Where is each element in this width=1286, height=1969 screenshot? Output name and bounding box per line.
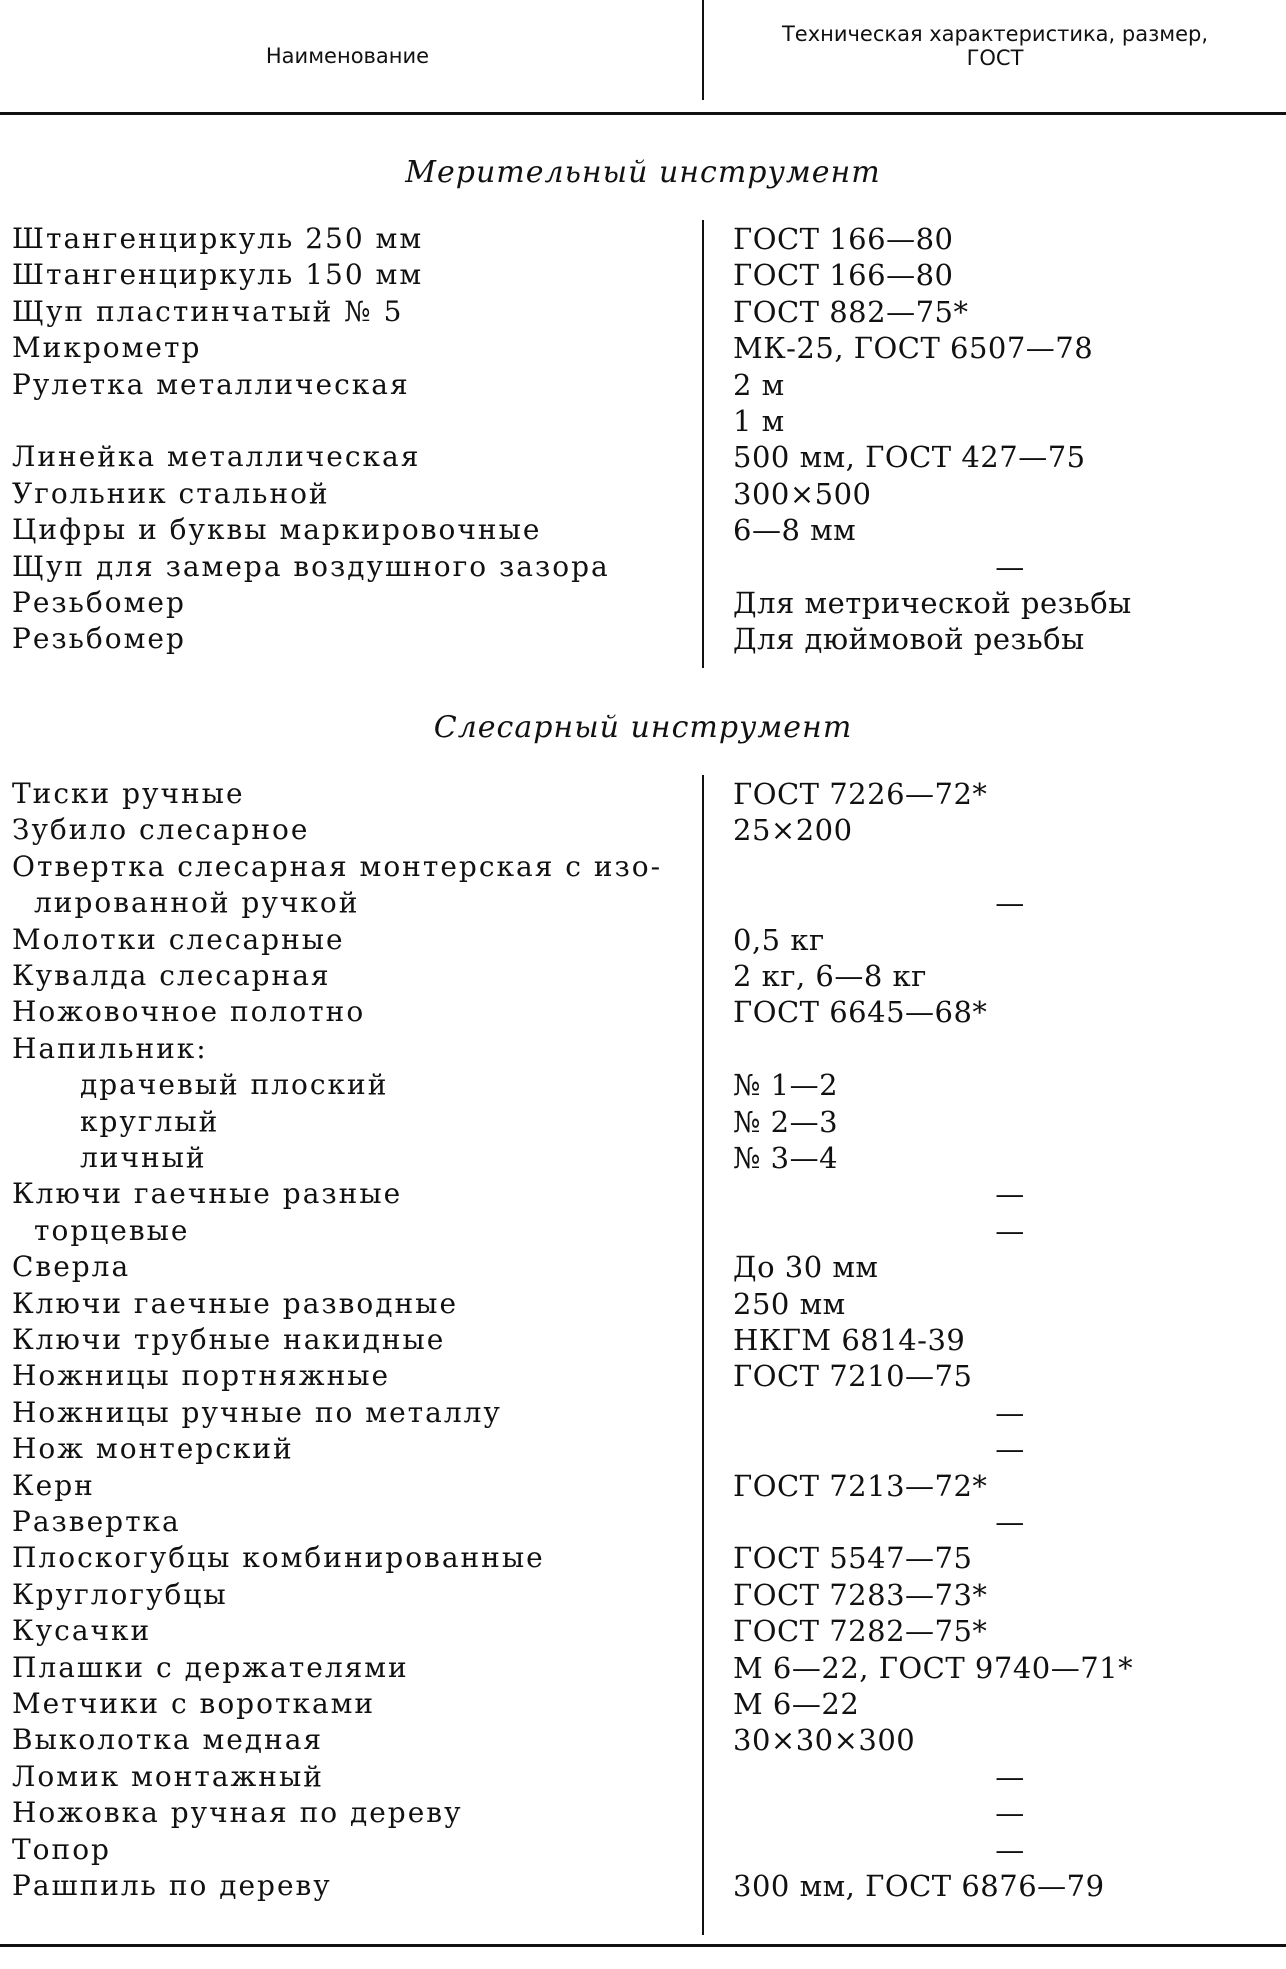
item-spec: ГОСТ 7282—75*: [733, 1614, 988, 1649]
item-name: Рашпиль по дереву: [12, 1869, 332, 1902]
item-spec: 1 м: [733, 404, 785, 438]
item-spec: ГОСТ 7283—73*: [733, 1577, 988, 1612]
table-row: [0, 585, 1286, 621]
table-row: [0, 812, 1286, 848]
item-spec: —: [995, 1759, 1025, 1794]
table-row: [0, 1613, 1286, 1649]
item-spec: № 3—4: [733, 1141, 839, 1175]
item-spec: Для дюймовой резьбы: [733, 622, 1085, 657]
item-spec: ГОСТ 7210—75: [733, 1359, 973, 1394]
table-row: [0, 257, 1286, 293]
table-row: [0, 439, 1286, 475]
item-name: личный: [80, 1141, 207, 1174]
item-spec: —: [995, 1505, 1025, 1539]
item-name: Ножовка ручная по дереву: [12, 1796, 463, 1830]
table-row: [0, 1358, 1286, 1394]
table-row: [0, 1868, 1286, 1904]
item-name: Резьбомер: [12, 586, 186, 619]
item-name: Выколотка медная: [12, 1723, 324, 1757]
item-name: Топор: [12, 1832, 111, 1866]
item-spec: ГОСТ 7226—72*: [733, 777, 988, 811]
item-spec: 250 мм: [733, 1286, 846, 1321]
item-name: Нож монтерский: [12, 1432, 294, 1466]
table-row: [0, 994, 1286, 1030]
table-row: [0, 1650, 1286, 1686]
item-spec: До 30 мм: [733, 1250, 879, 1285]
item-name: Угольник стальной: [12, 476, 330, 510]
item-name: Линейка металлическая: [12, 440, 421, 474]
column-header-spec: [710, 22, 1280, 70]
item-spec: 2 кг, 6—8 кг: [733, 959, 927, 993]
item-name: Керн: [12, 1468, 95, 1502]
item-name: Резьбомер: [12, 622, 186, 656]
item-spec: ГОСТ 882—75*: [733, 294, 969, 329]
item-name: Кувалда слесарная: [12, 959, 331, 992]
item-spec: 300×500: [733, 476, 872, 511]
item-name: торцевые: [34, 1213, 190, 1247]
header-divider: [702, 0, 704, 100]
item-spec: № 2—3: [733, 1104, 839, 1139]
table-row: [0, 1759, 1286, 1795]
item-name: Круглогубцы: [12, 1577, 228, 1611]
table-row: [0, 1067, 1286, 1103]
table-row: [0, 1286, 1286, 1322]
table-row: [0, 221, 1286, 257]
item-name: Ключи гаечные разводные: [12, 1286, 459, 1320]
item-name: Цифры и буквы маркировочные: [12, 513, 542, 547]
item-name: круглый: [80, 1104, 220, 1138]
table-row: [0, 403, 1286, 439]
item-spec: 6—8 мм: [733, 513, 857, 548]
item-spec: ГОСТ 166—80: [733, 258, 954, 293]
table-row: [0, 367, 1286, 403]
table-row: [0, 1431, 1286, 1467]
item-name: Рулетка металлическая: [12, 367, 410, 401]
table-row: [0, 885, 1286, 921]
item-name: Ножовочное полотно: [12, 995, 366, 1029]
item-name: Сверла: [12, 1250, 131, 1284]
table-row: [0, 1722, 1286, 1758]
table-row: [0, 1213, 1286, 1249]
item-spec: —: [995, 886, 1025, 921]
table-row: [0, 922, 1286, 958]
table-row: [0, 1104, 1286, 1140]
item-spec: № 1—2: [733, 1068, 839, 1103]
item-name: Ключи трубные накидные: [12, 1323, 446, 1356]
item-name: драчевый плоский: [80, 1068, 389, 1102]
table-row: [0, 512, 1286, 548]
item-name: Развертка: [12, 1505, 181, 1538]
item-spec: ГОСТ 6645—68*: [733, 995, 988, 1030]
header-rule: [0, 112, 1286, 115]
item-name: Щуп пластинчатый № 5: [12, 294, 404, 328]
item-spec: 30×30×300: [733, 1723, 916, 1758]
item-spec: МК-25, ГОСТ 6507—78: [733, 331, 1094, 366]
item-spec: —: [995, 1213, 1025, 1248]
item-name: Ножницы портняжные: [12, 1359, 391, 1393]
section-title-fitter: Слесарный инструмент: [433, 710, 853, 745]
item-name: Штангенциркуль 250 мм: [12, 222, 424, 255]
column-header-name: Наименование: [265, 44, 430, 68]
item-spec: —: [995, 1832, 1025, 1867]
table-row: [0, 776, 1286, 812]
table-row: [0, 1795, 1286, 1831]
item-spec: 500 мм, ГОСТ 427—75: [733, 440, 1086, 475]
item-spec: —: [995, 1796, 1025, 1831]
item-spec: М 6—22, ГОСТ 9740—71*: [733, 1650, 1134, 1685]
table-row: [0, 1686, 1286, 1722]
item-spec: —: [995, 1395, 1025, 1430]
table-row: [0, 621, 1286, 657]
item-name: Микрометр: [12, 331, 202, 365]
item-spec: М 6—22: [733, 1687, 860, 1721]
table-row: [0, 549, 1286, 585]
item-name: Плоскогубцы комбинированные: [12, 1541, 545, 1575]
item-name: Плашки с держателями: [12, 1650, 409, 1684]
column-header-spec-line2: ГОСТ: [966, 46, 1024, 70]
item-spec: —: [995, 1177, 1025, 1212]
table-row: [0, 1031, 1286, 1067]
item-spec: Для метрической резьбы: [733, 586, 1132, 620]
item-spec: —: [995, 1432, 1025, 1467]
item-name: Напильник:: [12, 1031, 208, 1065]
column-header-spec-line1: Техническая характеристика, размер,: [781, 22, 1209, 46]
table-row: [0, 1140, 1286, 1176]
table-row: [0, 1322, 1286, 1358]
item-spec: ГОСТ 7213—72*: [733, 1468, 988, 1503]
item-name: Ломик монтажный: [12, 1759, 324, 1793]
item-name: Тиски ручные: [12, 777, 245, 810]
item-name: Щуп для замера воздушного зазора: [12, 549, 610, 583]
table-row: [0, 1395, 1286, 1431]
table-row: [0, 1504, 1286, 1540]
item-spec: 2 м: [733, 367, 785, 402]
table-row: [0, 1540, 1286, 1576]
item-spec: ГОСТ 166—80: [733, 222, 954, 256]
table-row: [0, 1176, 1286, 1212]
table-row: [0, 476, 1286, 512]
item-name: Кусачки: [12, 1614, 152, 1648]
bottom-rule: [0, 1944, 1286, 1947]
table-row: [0, 849, 1286, 885]
item-name: Молотки слесарные: [12, 922, 345, 956]
section-title-measuring: Мерительный инструмент: [405, 155, 881, 190]
item-name: Отвертка слесарная монтерская с изо-: [12, 849, 663, 883]
item-spec: 25×200: [733, 813, 853, 848]
item-spec: —: [995, 549, 1025, 584]
table-row: [0, 958, 1286, 994]
item-name: Метчики с воротками: [12, 1687, 376, 1720]
item-name: Ножницы ручные по металлу: [12, 1395, 502, 1429]
table-row: [0, 294, 1286, 330]
item-name: Штангенциркуль 150 мм: [12, 258, 424, 292]
item-spec: НКГМ 6814-39: [733, 1323, 966, 1357]
item-name: Ключи гаечные разные: [12, 1177, 403, 1211]
item-spec: ГОСТ 5547—75: [733, 1541, 973, 1576]
item-spec: 0,5 кг: [733, 922, 825, 957]
item-spec: 300 мм, ГОСТ 6876—79: [733, 1869, 1105, 1903]
item-name: лированной ручкой: [34, 886, 360, 920]
table-row: [0, 330, 1286, 366]
table-row: [0, 1468, 1286, 1504]
table-row: [0, 1249, 1286, 1285]
item-name: Зубило слесарное: [12, 813, 310, 847]
table-row: [0, 1577, 1286, 1613]
table-row: [0, 1832, 1286, 1868]
